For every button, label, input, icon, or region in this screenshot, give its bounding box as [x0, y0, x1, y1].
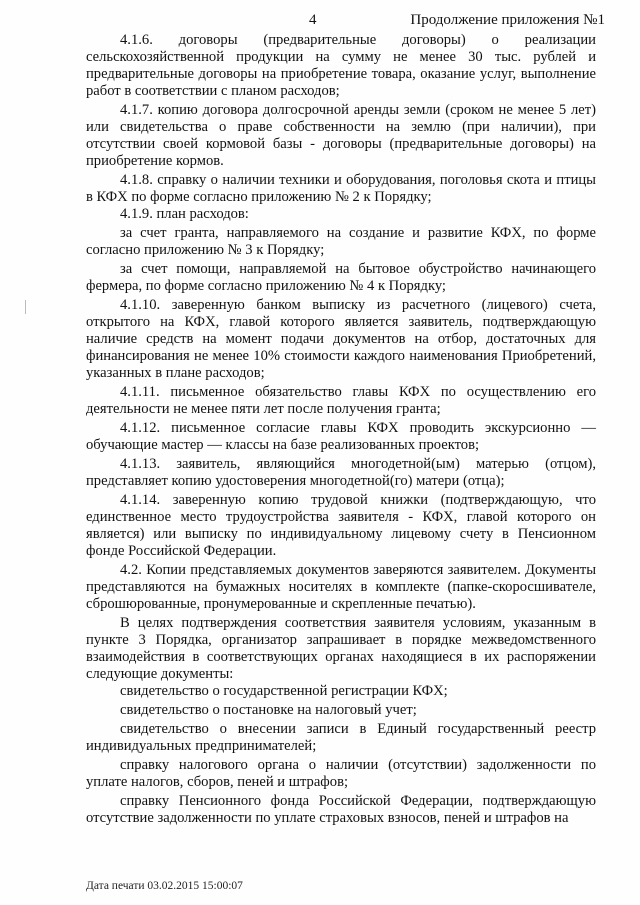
paragraph-4-1-8: 4.1.8. справку о наличии техники и оборудования, поголовья скота и птицы в КФХ по форме согласно приложению № 2 к Порядку;	[86, 172, 596, 205]
paragraph-4-1-10: 4.1.10. заверенную банком выписку из расчетного (лицевого) счета, открытого на КФХ, главой которого является заявитель, подтверждающую наличие средств на момент подачи документов на отбор, достаточных для финансирования не менее 10% стоимости каждого наименования Приобретений, указанных в плане расходов;	[86, 297, 596, 381]
paragraph-4-1-7: 4.1.7. копию договора долгосрочной аренды земли (сроком не менее 5 лет) или свидетельства о праве собственности на землю (при наличии), при отсутствии своей кормовой базы - договоры (предварительные договоры) на приобретение кормов.	[86, 102, 596, 169]
margin-mark	[25, 300, 26, 314]
appendix-continuation: Продолжение приложения №1	[410, 12, 605, 28]
page-number: 4	[309, 12, 317, 28]
paragraph-4-1-12: 4.1.12. письменное согласие главы КФХ проводить экскурсионно — обучающие мастер — классы на базе реализованных проектов;	[86, 420, 596, 453]
list-item-entrepreneur-registry: свидетельство о внесении записи в Единый государственный реестр индивидуальных предпринимателей;	[86, 721, 596, 754]
list-item-tax-debt: справку налогового органа о наличии (отсутствии) задолженности по уплате налогов, сборов, пеней и штрафов;	[86, 757, 596, 790]
list-item-registration: свидетельство о государственной регистрации КФХ;	[120, 683, 448, 699]
paragraph-4-1-14: 4.1.14. заверенную копию трудовой книжки (подтверждающую, что единственное место трудоустройства заявителя - КФХ, главой которого он является) или выписку по индивидуальному лицевому счету в Пенсионном фонде Российской Федерации.	[86, 492, 596, 559]
paragraph-household-expenses: за счет помощи, направляемой на бытовое обустройство начинающего фермера, по форме согласно приложению № 4 к Порядку;	[86, 261, 596, 294]
list-item-pension-fund: справку Пенсионного фонда Российской Федерации, подтверждающую отсутствие задолженности по уплате страховых взносов, пеней и штрафов на	[86, 793, 596, 826]
paragraph-4-1-6: 4.1.6. договоры (предварительные договоры) о реализации сельскохозяйственной продукции на сумму не менее 30 тыс. рублей и предварительные договоры на приобретение товара, оказание услуг, выполнение работ в соответствии с планом расходов;	[86, 32, 596, 99]
list-item-tax-registration: свидетельство о постановке на налоговый учет;	[120, 702, 417, 718]
paragraph-4-2: 4.2. Копии представляемых документов заверяются заявителем. Документы представляются на бумажных носителях в комплекте (папке-скоросшивателе, сброшюрованные, пронумерованные и скрепленные печатью).	[86, 562, 596, 612]
paragraph-grant-expenses: за счет гранта, направляемого на создание и развитие КФХ, по форме согласно приложению № 3 к Порядку;	[86, 225, 596, 258]
paragraph-4-1-13: 4.1.13. заявитель, являющийся многодетной(ым) матерью (отцом), представляет копию удостоверения многодетной(го) матери (отца);	[86, 456, 596, 489]
print-date: Дата печати 03.02.2015 15:00:07	[86, 880, 243, 892]
document-body	[86, 32, 596, 827]
paragraph-interagency-request: В целях подтверждения соответствия заявителя условиям, указанным в пункте 3 Порядка, организатор запрашивает в порядке межведомственного взаимодействия в соответствующих органах находящиеся в их распоряжении следующие документы:	[86, 615, 596, 682]
paragraph-4-1-11: 4.1.11. письменное обязательство главы КФХ по осуществлению его деятельности не менее пяти лет после получения гранта;	[86, 384, 596, 417]
paragraph-4-1-9: 4.1.9. план расходов:	[120, 206, 249, 222]
